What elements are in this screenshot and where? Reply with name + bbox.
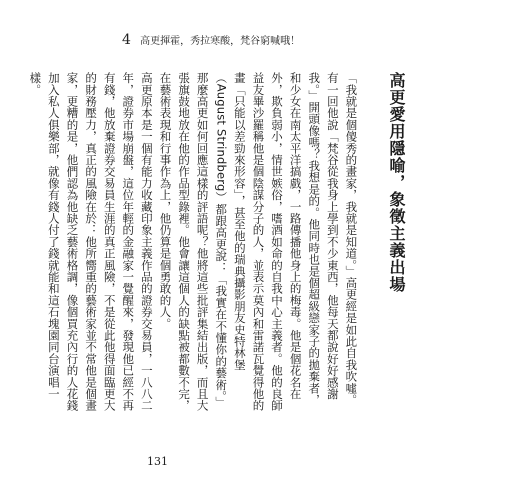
chapter-number: 4: [122, 32, 131, 48]
running-title: 高更揮霍，秀拉寒酸，梵谷窮喊哦！: [140, 36, 301, 47]
paragraph-2: 那麼高更如何回應這樣的評語呢？他將這些批評集結出版，而且大張旗鼓地放在他的作品型錄裡。他會讓這個人的缺點被都數不完，在藝術表現和行事作為上，他仍算是個勇敢的人。: [158, 72, 210, 412]
article-body: [28, 72, 406, 416]
section-title: 高更愛用隱喻，象徵主義出場: [387, 72, 406, 293]
paragraph-1: 「我就是個傻秀的畫家，我就是知道。」高更經是如此自我吹噓。有一回他說「梵谷從我身上學到不少東西，他每天都說好好感謝我。」開頭像嗎？我想是的。他同時也是個超級戀家子的拋棄者，和少女在南太平洋搞戲，一路傳播他身上的梅毒。他是個花名在外，欺負弱小，情世嫉俗，嗜酒如命的自我中心主義者。他的良師益友畢沙羅稱他是個陰謀分子的人，並表示莫內和雷諾瓦覺得他的畫「只能以差勁來形容」，甚至他的瑞典攝影朋友史特林堡（August Strindberg）都跟高更說：「我實在不懂你的藝術。」: [214, 72, 359, 412]
running-header: [122, 34, 300, 48]
page-number: 131: [147, 455, 168, 468]
paragraph-3: 高更原本是一個有能力收藏印象主義作品的證券交易員，一八八二年，證券市場崩盤，這位年輕的金融家一覺醒來，發現他已經不再有錢，他放棄證券交易員生涯的真正風險，不是從此他得面臨更大的財務壓力，真正的風險在於：他所嚮重的藝術家並不常他是個畫家，更糟的是，他們認為他缺乏藝術格調，像個買充內行的人花錢加入私人俱樂部，就像有錢人付了錢就能和這石塊園同台演唱一樣。: [28, 72, 154, 412]
